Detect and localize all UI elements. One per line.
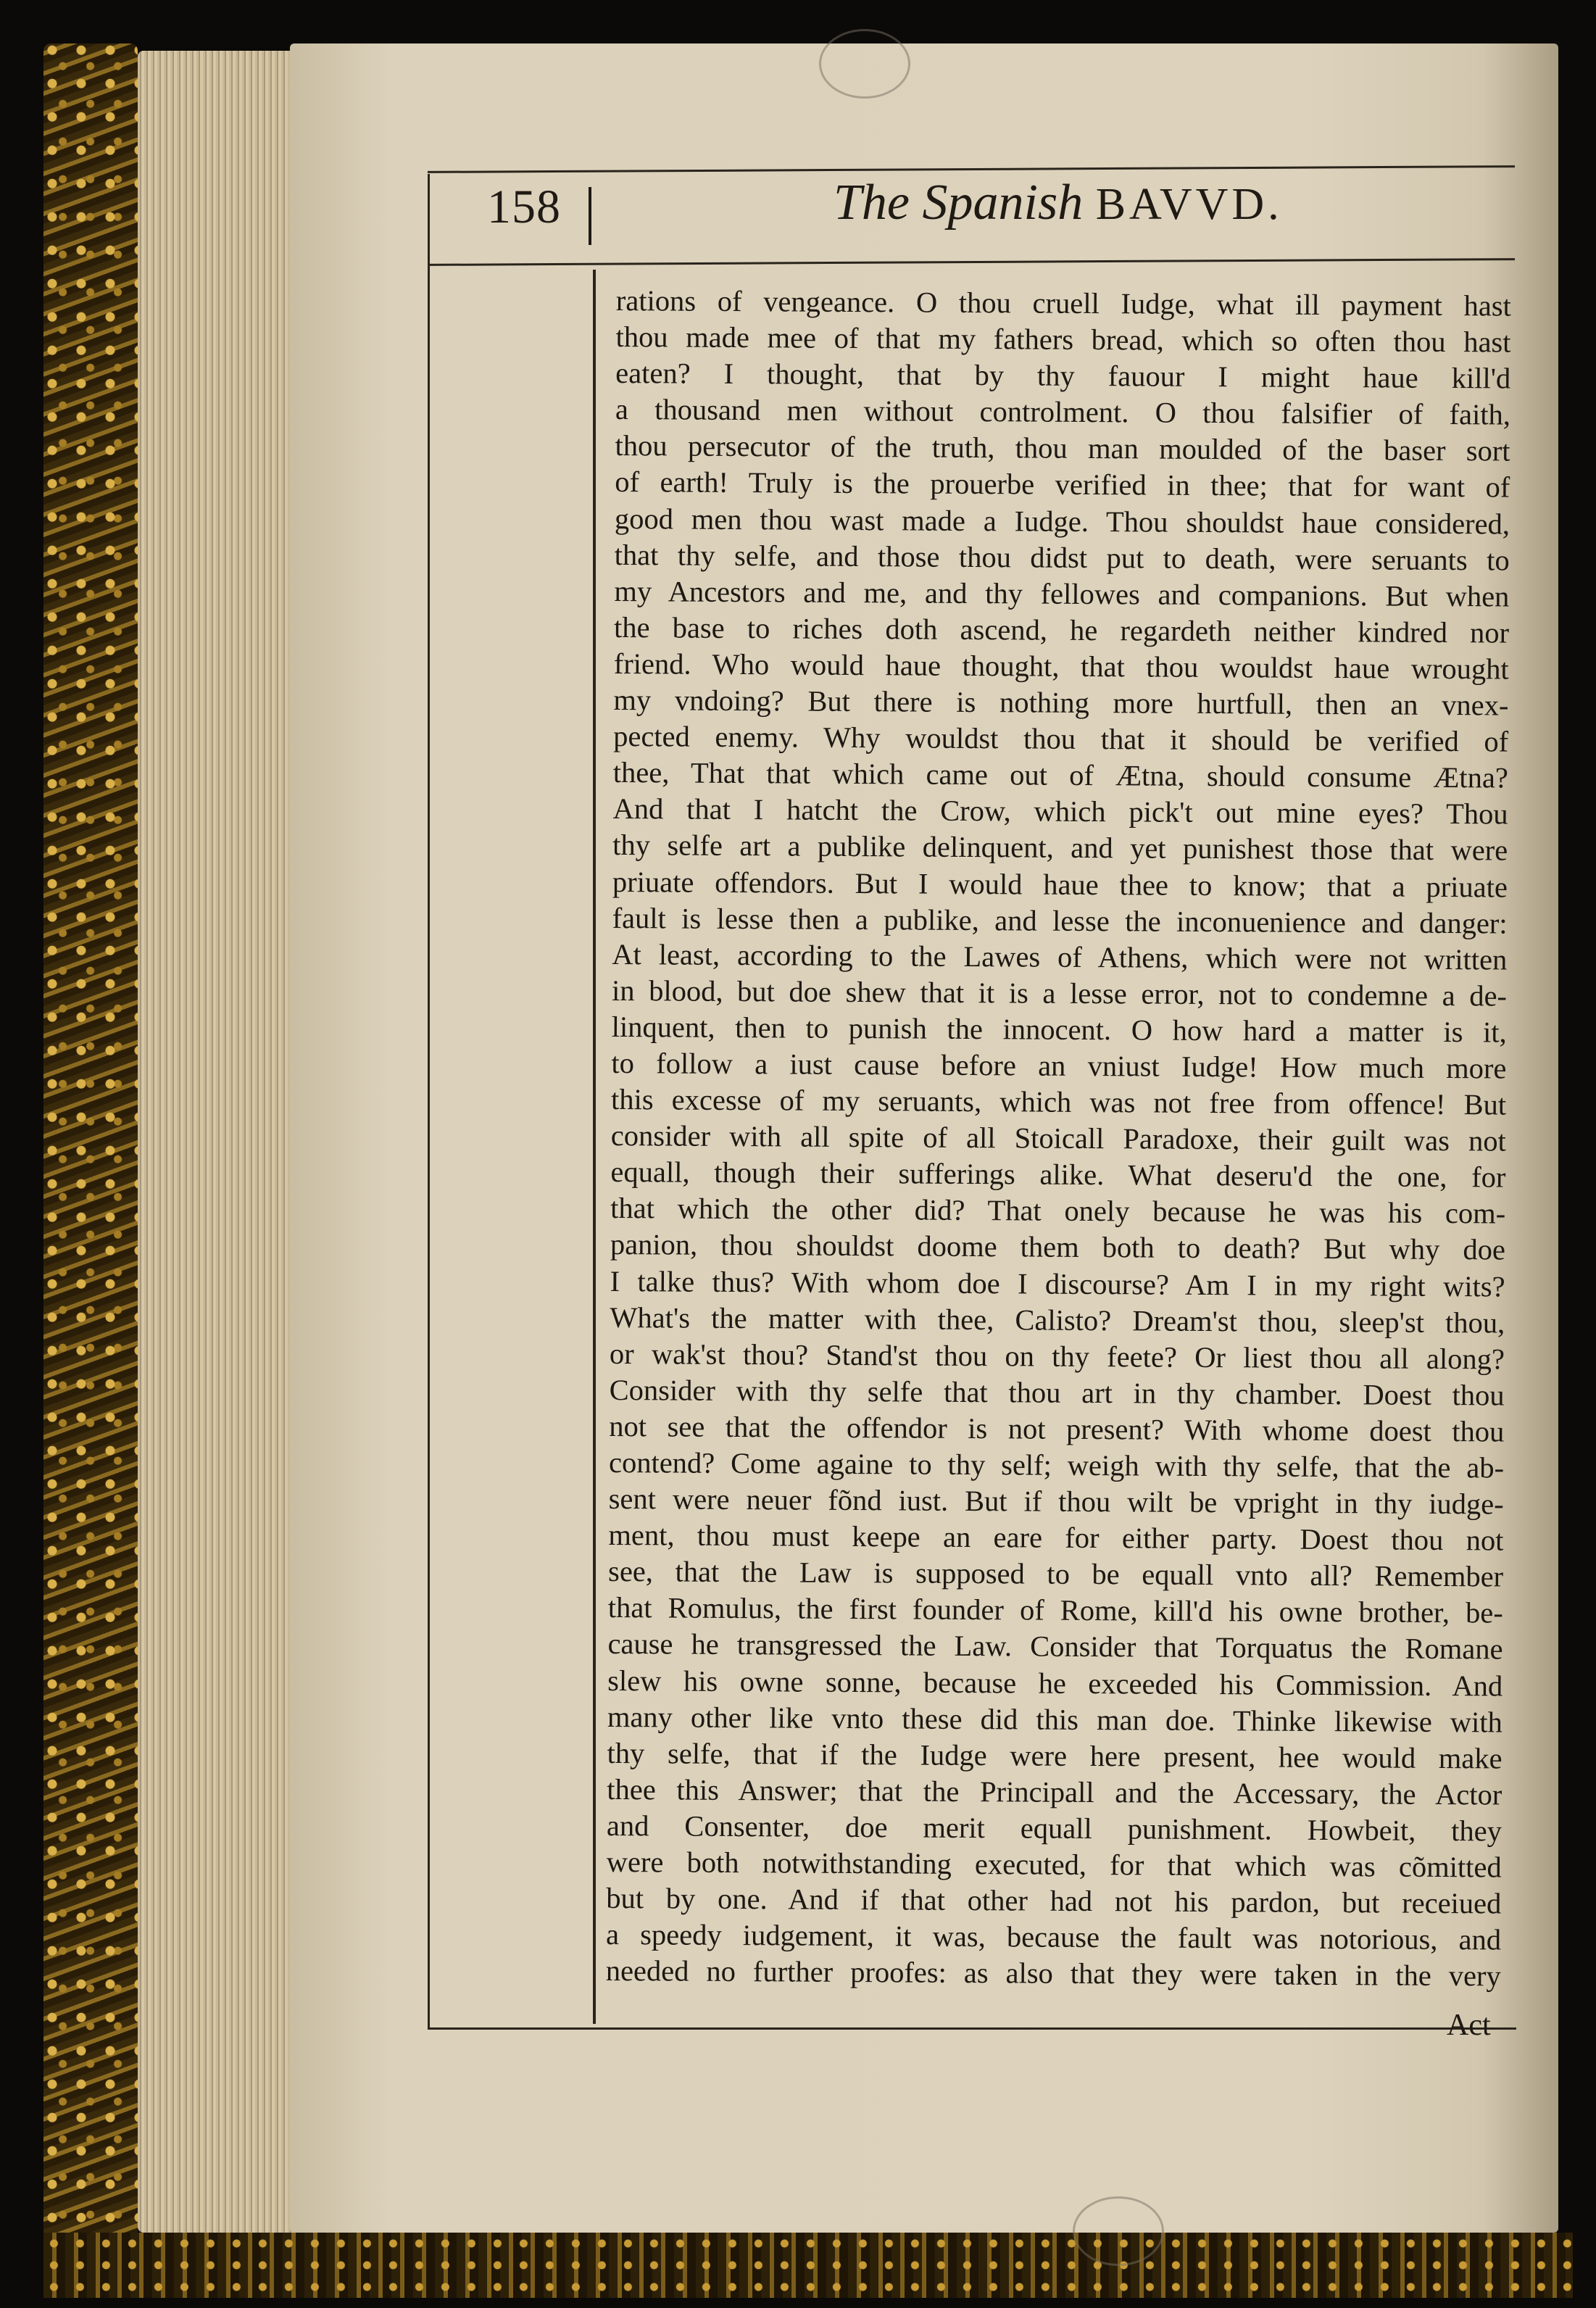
text-line: but by one. And if that other had not his pardon, but receiued (606, 1882, 1502, 1920)
gilt-bottom-decoration (43, 2233, 1573, 2298)
text-line: sent were neuer fõnd iust. But if thou wilt be vpright in thy iudge- (608, 1482, 1504, 1521)
text-line: or wak'st thou? Stand'st thou on thy feete? Or liest thou all along? (609, 1337, 1505, 1376)
text-line: cause he transgressed the Law. Consider that Torquatus the Romane (607, 1627, 1503, 1666)
body-text (606, 283, 1511, 1995)
text-line: thy selfe, that if the Iudge were here present, hee would make (607, 1736, 1503, 1775)
text-line: my vndoing? But there is nothing more hurtfull, then an vnex- (613, 684, 1509, 722)
text-line: panion, thou shouldst doome them both to death? But why doe (610, 1228, 1506, 1266)
page-clip-top (819, 29, 910, 99)
text-line: a thousand men without controlment. O thou falsifier of faith, (615, 393, 1511, 431)
page-number-divider (589, 187, 591, 245)
running-title-caps: BAVVD. (1095, 180, 1283, 229)
text-line: the base to riches doth ascend, he regardeth neither kindred nor (613, 610, 1510, 649)
page-block-edge (138, 51, 304, 2233)
text-line: eaten? I thought, that by thy fauour I might haue kill'd (615, 357, 1511, 395)
text-line: many other like vnto these did this man doe. Thinke likewise with (607, 1700, 1503, 1739)
text-line: of earth! Truly is the prouerbe verified in thee; that for want of (615, 465, 1510, 505)
text-line: rations of vengeance. O thou cruell Iudge, what ill payment hast (615, 283, 1511, 323)
text-line: see, that the Law is supposed to be equall vnto all? Remember (608, 1555, 1504, 1593)
text-line: thee this Answer; that the Principall and the Accessary, the Actor (607, 1772, 1503, 1811)
text-line: this excesse of my seruants, which was not free from offence! But (610, 1083, 1507, 1121)
text-line: ment, thou must keepe an eare for either party. Doest thou not (608, 1519, 1504, 1557)
page-clip-bottom (1073, 2196, 1164, 2266)
text-line: a speedy iudgement, it was, because the fault was notorious, and (605, 1918, 1502, 1956)
text-line: thy selfe art a publike delinquent, and yet punishest those that were (612, 829, 1508, 867)
text-line: Consider with thy selfe that thou art in thy chamber. Doest thou (609, 1373, 1505, 1412)
catchword: Act (1447, 2009, 1491, 2042)
text-line: consider with all spite of all Stoicall Paradoxe, their guilt was not (610, 1119, 1506, 1158)
page-number: 158 (487, 180, 561, 233)
text-line: priuate offendors. But I would haue thee to know; that a priuate (612, 865, 1508, 904)
text-line: linquent, then to punish the innocent. O how hard a matter is it, (611, 1010, 1507, 1049)
text-line: contend? Come againe to thy self; weigh with thy selfe, that the ab- (608, 1445, 1505, 1485)
gilt-edge-decoration (43, 43, 138, 2276)
text-line: my Ancestors and me, and thy fellowes and companions. But when (614, 574, 1510, 613)
text-line: pected enemy. Why wouldst thou that it should be verified of (613, 720, 1509, 758)
text-line: not see that the offendor is not present? With whome doest thou (609, 1409, 1505, 1448)
text-line: And that I hatcht the Crow, which pick't out mine eyes? Thou (612, 792, 1508, 831)
frame-left-rule (428, 174, 430, 2030)
text-line: were both notwithstanding executed, for that which was cõmitted (606, 1845, 1502, 1884)
running-title-italic: The Spanish (834, 175, 1084, 231)
text-line: At least, according to the Lawes of Athens, which were not written (612, 937, 1508, 976)
text-line: friend. Who would haue thought, that thou wouldst haue wrought (613, 647, 1509, 686)
text-line: to follow a iust cause before an vniust Iudge! How much more (611, 1046, 1507, 1085)
text-line: in blood, but doe shew that it is a lesse error, not to condemne a de- (611, 974, 1508, 1013)
text-line: and Consenter, doe merit equall punishment. Howbeit, they (606, 1809, 1503, 1848)
margin-rule (593, 270, 596, 2024)
text-line: good men thou wast made a Iudge. Thou shouldst haue considered, (614, 502, 1510, 541)
running-title (834, 174, 1283, 232)
text-line: thou made mee of that my fathers bread, which so often thou hast (615, 320, 1511, 359)
text-line: that thy selfe, and those thou didst put to death, were seruants to (614, 538, 1510, 577)
text-line: What's the matter with thee, Calisto? Dream'st thou, sleep'st thou, (610, 1300, 1505, 1340)
text-line: fault is lesse then a publike, and lesse the inconuenience and danger: (612, 901, 1508, 940)
text-line: that which the other did? That onely because he was his com- (610, 1192, 1506, 1230)
text-line: that Romulus, the first founder of Rome, kill'd his owne brother, be- (607, 1591, 1503, 1630)
text-line: I talke thus? With whom doe I discourse? Am I in my right wits? (610, 1264, 1505, 1303)
text-line: needed no further proofes: as also that they were taken in the very (605, 1954, 1501, 1993)
text-line: thee, That that which came out of Ætna, should consume Ætna? (612, 756, 1508, 794)
frame-bottom-rule (428, 2027, 1516, 2030)
text-line: thou persecutor of the truth, thou man moulded of the baser sort (615, 429, 1510, 468)
text-line: slew his owne sonne, because he exceeded his Commission. And (607, 1664, 1503, 1703)
text-line: equall, though their sufferings alike. What deseru'd the one, for (610, 1155, 1506, 1194)
